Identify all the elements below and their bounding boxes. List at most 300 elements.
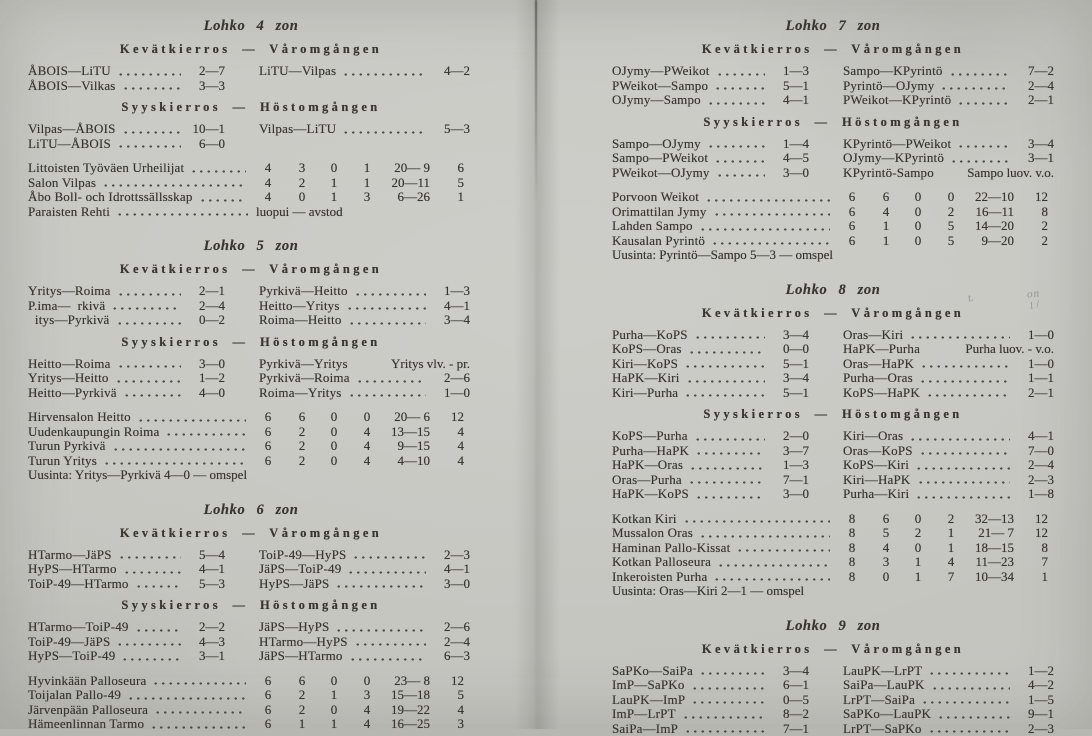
team-name: Lahden Sampo bbox=[612, 219, 693, 234]
match-row bbox=[843, 693, 1054, 708]
match-score: 9—1 bbox=[1014, 707, 1054, 722]
match-row bbox=[843, 386, 1054, 401]
match-score: 2—2 bbox=[185, 620, 225, 635]
match-row bbox=[612, 151, 809, 166]
zone-title: Lohko 7 zon bbox=[612, 18, 1054, 35]
wins: 6 bbox=[286, 410, 318, 425]
match-teams: Pyrkivä—Yritys bbox=[259, 357, 348, 372]
match-score: 4—1 bbox=[185, 562, 225, 577]
match-columns bbox=[28, 122, 474, 151]
points: 4 bbox=[430, 703, 464, 718]
match-teams: OJymy—PWeikot bbox=[612, 64, 710, 79]
dot-leader bbox=[111, 306, 181, 311]
match-score: 10—1 bbox=[185, 122, 225, 137]
standings-row bbox=[612, 512, 1048, 527]
match-columns bbox=[28, 357, 474, 401]
games-played: 4 bbox=[250, 190, 286, 205]
right-page bbox=[612, 0, 1054, 736]
match-row bbox=[28, 620, 225, 635]
match-score: 4—1 bbox=[769, 93, 809, 108]
match-teams: Vilpas—ÅBOIS bbox=[28, 122, 116, 137]
dot-leader bbox=[917, 480, 1010, 485]
games-played: 8 bbox=[834, 541, 870, 556]
match-teams: PWeikot—Sampo bbox=[612, 79, 708, 94]
match-column-left bbox=[28, 548, 225, 592]
dot-leader bbox=[695, 451, 765, 456]
page-fold-line bbox=[535, 0, 537, 200]
match-teams: SaiPa—LauPK bbox=[843, 678, 925, 693]
dot-leader bbox=[949, 72, 1010, 77]
match-columns bbox=[28, 284, 474, 328]
match-teams: ToiP-49—HyPS bbox=[259, 548, 346, 563]
losses: 2 bbox=[934, 512, 968, 527]
match-row bbox=[259, 577, 470, 592]
team-name: Toijalan Pallo-49 bbox=[28, 688, 121, 703]
match-score: 3—4 bbox=[769, 328, 809, 343]
match-score: 4—0 bbox=[185, 386, 225, 401]
match-teams: LrPT—SaiPa bbox=[843, 693, 915, 708]
match-teams: Pyrkivä—Heitto bbox=[259, 284, 348, 299]
dot-leader bbox=[915, 495, 1010, 500]
team-name: Hyvinkään Palloseura bbox=[28, 674, 146, 689]
dot-leader bbox=[152, 681, 246, 686]
match-column-right bbox=[259, 122, 470, 151]
losses: 1 bbox=[934, 526, 968, 541]
match-row bbox=[612, 64, 809, 79]
match-row bbox=[259, 64, 470, 79]
team-name: Åbo Boll- och Idrottssällsskap bbox=[28, 190, 193, 205]
points: 6 bbox=[430, 161, 464, 176]
round-heading: Syyskierros — Höstomgången bbox=[612, 407, 1054, 422]
points: 8 bbox=[1014, 541, 1048, 556]
match-row bbox=[612, 166, 809, 181]
match-score: 5—3 bbox=[185, 577, 225, 592]
left-page bbox=[28, 0, 474, 732]
points: 12 bbox=[1014, 526, 1048, 541]
match-row bbox=[843, 93, 1054, 108]
zone-title: Lohko 6 zon bbox=[28, 502, 474, 519]
match-columns bbox=[612, 664, 1054, 736]
standings-table bbox=[612, 190, 1054, 248]
match-row bbox=[28, 577, 225, 592]
standings-row bbox=[28, 176, 464, 191]
dot-leader bbox=[102, 183, 246, 188]
round-heading: Syyskierros — Höstomgången bbox=[28, 100, 474, 115]
match-columns bbox=[612, 328, 1054, 401]
draws: 0 bbox=[902, 512, 934, 527]
match-row bbox=[843, 166, 1054, 181]
wins: 3 bbox=[286, 161, 318, 176]
dot-leader bbox=[121, 657, 181, 662]
match-row bbox=[612, 328, 809, 343]
losses: 1 bbox=[934, 541, 968, 556]
match-row bbox=[259, 284, 470, 299]
goal-difference: 19—22 bbox=[384, 703, 430, 718]
match-teams: HyPS—JäPS bbox=[259, 577, 329, 592]
points: 4 bbox=[430, 454, 464, 469]
match-teams: HaPK—Kiri bbox=[612, 371, 680, 386]
standings-row bbox=[612, 570, 1048, 585]
draws: 1 bbox=[318, 190, 350, 205]
match-row bbox=[612, 693, 809, 708]
dot-leader bbox=[135, 584, 181, 589]
round-heading: Kevätkierros — Våromgången bbox=[28, 42, 474, 57]
wins: 1 bbox=[286, 717, 318, 732]
page-fold-shadow bbox=[514, 0, 560, 729]
match-column-left bbox=[28, 620, 225, 664]
dot-leader bbox=[349, 657, 426, 662]
standings-row bbox=[28, 410, 464, 425]
dot-leader bbox=[137, 418, 246, 423]
match-teams: HTarmo—JäPS bbox=[28, 548, 112, 563]
dot-leader bbox=[688, 480, 765, 485]
match-score: 3—0 bbox=[430, 577, 470, 592]
match-score: 7—2 bbox=[1014, 64, 1054, 79]
match-score: 3—0 bbox=[769, 166, 809, 181]
match-teams: Kiri—Purha bbox=[612, 386, 678, 401]
match-teams: JäPS—ToiP-49 bbox=[259, 562, 341, 577]
goal-difference: 13—15 bbox=[384, 425, 430, 440]
match-column-left bbox=[28, 284, 225, 328]
match-column-left bbox=[28, 357, 225, 401]
match-row bbox=[612, 458, 809, 473]
match-teams: KoPS—HaPK bbox=[843, 386, 920, 401]
match-row bbox=[843, 342, 1054, 357]
match-teams: LauPK—ImP bbox=[612, 693, 685, 708]
match-score: 1—3 bbox=[769, 64, 809, 79]
losses: 2 bbox=[934, 205, 968, 220]
dot-leader bbox=[940, 86, 1010, 91]
wins: 4 bbox=[870, 541, 902, 556]
match-row bbox=[28, 122, 225, 137]
match-row bbox=[612, 371, 809, 386]
match-row bbox=[259, 620, 470, 635]
team-name: Littoisten Työväen Urheilijat bbox=[28, 161, 184, 176]
match-score: 3—3 bbox=[185, 79, 225, 94]
points: 12 bbox=[1014, 512, 1048, 527]
dot-leader bbox=[682, 715, 765, 720]
dot-leader bbox=[694, 335, 765, 340]
dot-leader bbox=[705, 198, 830, 203]
match-teams: ÅBOIS—Vilkas bbox=[28, 79, 116, 94]
match-score: 1—0 bbox=[1014, 328, 1054, 343]
draws: 2 bbox=[902, 526, 934, 541]
round-heading: Kevätkierros — Våromgången bbox=[28, 262, 474, 277]
team-name: Hirvensalon Heitto bbox=[28, 410, 131, 425]
match-row bbox=[259, 386, 470, 401]
draws: 0 bbox=[318, 674, 350, 689]
match-teams: HyPS—ToiP-49 bbox=[28, 649, 115, 664]
dot-leader bbox=[122, 86, 181, 91]
standings-row bbox=[612, 190, 1048, 205]
dot-leader bbox=[919, 451, 1010, 456]
goal-difference: 22—10 bbox=[968, 190, 1014, 205]
match-columns bbox=[612, 64, 1054, 108]
standings-table bbox=[612, 512, 1054, 585]
dot-leader bbox=[707, 144, 765, 149]
match-teams: KoPS—Oras bbox=[612, 342, 682, 357]
match-column-left bbox=[612, 664, 809, 736]
match-teams: Purha—HaPK bbox=[612, 444, 689, 459]
dot-leader bbox=[118, 555, 181, 560]
draws: 0 bbox=[318, 454, 350, 469]
games-played: 4 bbox=[250, 161, 286, 176]
match-score: 2—6 bbox=[430, 620, 470, 635]
dot-leader bbox=[335, 628, 426, 633]
draws: 1 bbox=[902, 570, 934, 585]
zone-title: Lohko 8 zon bbox=[612, 282, 1054, 299]
dot-leader bbox=[689, 466, 765, 471]
wins: 0 bbox=[286, 190, 318, 205]
match-teams: ÅBOIS—LiTU bbox=[28, 64, 111, 79]
games-played: 8 bbox=[834, 555, 870, 570]
dot-leader bbox=[356, 379, 426, 384]
team-name: Uudenkaupungin Roima bbox=[28, 425, 159, 440]
dot-leader bbox=[199, 198, 246, 203]
dot-leader bbox=[950, 159, 1010, 164]
dot-leader bbox=[931, 686, 1010, 691]
match-column-right bbox=[843, 664, 1054, 736]
dot-leader bbox=[714, 86, 765, 91]
dot-leader bbox=[123, 393, 181, 398]
match-score: 4—3 bbox=[185, 635, 225, 650]
standings-row bbox=[28, 688, 464, 703]
pencil-mark: t. bbox=[967, 292, 975, 305]
points: 7 bbox=[1014, 555, 1048, 570]
draws: 1 bbox=[902, 555, 934, 570]
match-score: 2—4 bbox=[185, 299, 225, 314]
match-teams: HyPS—HTarmo bbox=[28, 562, 117, 577]
match-teams: KoPS—Kiri bbox=[843, 458, 909, 473]
draws: 1 bbox=[318, 176, 350, 191]
match-row bbox=[612, 473, 809, 488]
dot-leader bbox=[348, 393, 426, 398]
dot-leader bbox=[684, 729, 765, 734]
wins: 3 bbox=[870, 555, 902, 570]
goal-difference: 20— 9 bbox=[384, 161, 430, 176]
round-heading: Kevätkierros — Våromgången bbox=[612, 642, 1054, 657]
match-teams: LauPK—LrPT bbox=[843, 664, 922, 679]
withdrawn-note: luopui — avstod bbox=[252, 205, 464, 220]
draws: 0 bbox=[902, 219, 934, 234]
match-columns bbox=[28, 64, 474, 93]
match-score: 4—1 bbox=[1014, 429, 1054, 444]
wins: 2 bbox=[286, 439, 318, 454]
standings-row bbox=[28, 425, 464, 440]
match-score: 5—1 bbox=[769, 386, 809, 401]
games-played: 8 bbox=[834, 512, 870, 527]
match-teams: Heitto—Yritys bbox=[259, 299, 340, 314]
match-teams: Sampo—KPyrintö bbox=[843, 64, 943, 79]
standings-row bbox=[612, 234, 1048, 249]
match-row bbox=[843, 371, 1054, 386]
goal-difference: 16—11 bbox=[968, 205, 1014, 220]
match-teams: LrPT—SaPKo bbox=[843, 722, 922, 736]
dot-leader bbox=[921, 700, 1010, 705]
match-teams: Sampo—PWeikot bbox=[612, 151, 708, 166]
games-played: 4 bbox=[250, 176, 286, 191]
dot-leader bbox=[926, 393, 1010, 398]
wins: 1 bbox=[870, 234, 902, 249]
match-teams: ToiP-49—JäPS bbox=[28, 635, 110, 650]
wins: 1 bbox=[870, 219, 902, 234]
match-score: 1—8 bbox=[1014, 487, 1054, 502]
match-score: 3—1 bbox=[185, 649, 225, 664]
match-score: 4—1 bbox=[430, 562, 470, 577]
match-row bbox=[612, 487, 809, 502]
match-column-right bbox=[843, 328, 1054, 401]
match-teams: Pyrintö—OJymy bbox=[843, 79, 934, 94]
match-score: 2—4 bbox=[1014, 79, 1054, 94]
round-heading: Syyskierros — Höstomgången bbox=[612, 115, 1054, 130]
pencil-mark: 1 / bbox=[1028, 299, 1041, 312]
match-row bbox=[28, 548, 225, 563]
team-name: Turun Yritys bbox=[28, 454, 97, 469]
replay-note: Uusinta: Oras—Kiri 2—1 — omspel bbox=[612, 584, 1054, 599]
match-row bbox=[612, 707, 809, 722]
match-row bbox=[28, 357, 225, 372]
match-row bbox=[612, 79, 809, 94]
standings-row bbox=[28, 439, 464, 454]
goal-difference: 18—15 bbox=[968, 541, 1014, 556]
match-row bbox=[612, 137, 809, 152]
match-score: 6—1 bbox=[769, 678, 809, 693]
goal-difference: 14—20 bbox=[968, 219, 1014, 234]
match-row bbox=[259, 649, 470, 664]
match-column-right bbox=[259, 620, 470, 664]
wins: 2 bbox=[286, 688, 318, 703]
match-score: 2—4 bbox=[430, 635, 470, 650]
losses: 4 bbox=[350, 703, 384, 718]
match-score: 2—6 bbox=[430, 371, 470, 386]
team-name: Haminan Pallo-Kissat bbox=[612, 541, 730, 556]
match-score: 3—1 bbox=[1014, 151, 1054, 166]
pencil-mark: on bbox=[1026, 287, 1040, 300]
goal-difference: 11—23 bbox=[968, 555, 1014, 570]
draws: 1 bbox=[318, 717, 350, 732]
match-teams: Heitto—Pyrkivä bbox=[28, 386, 117, 401]
team-name: Hämeenlinnan Tarmo bbox=[28, 717, 144, 732]
wins: 2 bbox=[286, 425, 318, 440]
wins: 2 bbox=[286, 703, 318, 718]
dot-leader bbox=[116, 212, 248, 217]
match-row bbox=[612, 342, 809, 357]
games-played: 6 bbox=[250, 717, 286, 732]
match-teams: Kiri—Oras bbox=[843, 429, 903, 444]
match-score: 6—3 bbox=[430, 649, 470, 664]
match-teams: Kiri—KoPS bbox=[612, 357, 678, 372]
wins: 4 bbox=[870, 205, 902, 220]
match-teams: JäPS—HyPS bbox=[259, 620, 329, 635]
goal-difference: 21— 7 bbox=[968, 526, 1014, 541]
dot-leader bbox=[354, 292, 426, 297]
dot-leader bbox=[713, 212, 830, 217]
match-row bbox=[259, 313, 470, 328]
dot-leader bbox=[342, 72, 426, 77]
match-columns bbox=[612, 429, 1054, 502]
dot-leader bbox=[348, 321, 426, 326]
games-played: 6 bbox=[250, 703, 286, 718]
match-score: 2—1 bbox=[185, 284, 225, 299]
dot-leader bbox=[699, 671, 765, 676]
match-row bbox=[28, 79, 225, 94]
losses: 0 bbox=[350, 410, 384, 425]
games-played: 6 bbox=[834, 219, 870, 234]
team-name: Kotkan Kiri bbox=[612, 512, 677, 527]
dot-leader bbox=[116, 642, 181, 647]
match-score: 1—1 bbox=[1014, 371, 1054, 386]
match-teams: Sampo—OJymy bbox=[612, 137, 701, 152]
wins: 2 bbox=[286, 454, 318, 469]
match-teams: P.ima— rkivä bbox=[28, 299, 105, 314]
dot-leader bbox=[928, 671, 1010, 676]
losses: 4 bbox=[934, 555, 968, 570]
match-row bbox=[28, 371, 225, 386]
standings-row bbox=[612, 526, 1048, 541]
zone-section bbox=[612, 18, 1054, 263]
team-name: Paraisten Rehti bbox=[28, 205, 110, 220]
match-teams: itys—Pyrkivä bbox=[28, 313, 110, 328]
round-heading: Kevätkierros — Våromgången bbox=[612, 306, 1054, 321]
dot-leader bbox=[736, 548, 830, 553]
games-played: 6 bbox=[250, 454, 286, 469]
match-teams: Vilpas—LiTU bbox=[259, 122, 336, 137]
match-teams: KoPS—Purha bbox=[612, 429, 688, 444]
match-teams: KPyrintö—PWeikot bbox=[843, 137, 951, 152]
dot-leader bbox=[716, 173, 765, 178]
match-row bbox=[843, 429, 1054, 444]
dot-leader bbox=[117, 364, 181, 369]
dot-leader bbox=[915, 466, 1010, 471]
match-row bbox=[28, 386, 225, 401]
dot-leader bbox=[112, 447, 246, 452]
points: 2 bbox=[1014, 219, 1048, 234]
standings-row bbox=[28, 454, 464, 469]
match-row bbox=[259, 357, 470, 372]
match-teams: Purha—Oras bbox=[843, 371, 913, 386]
match-score: 1—3 bbox=[769, 458, 809, 473]
match-row bbox=[843, 444, 1054, 459]
standings-row bbox=[28, 205, 464, 220]
dot-leader bbox=[684, 364, 765, 369]
match-column-left bbox=[28, 64, 225, 93]
match-column-right bbox=[259, 357, 470, 401]
wins: 5 bbox=[870, 526, 902, 541]
dot-leader bbox=[688, 350, 765, 355]
match-score: 0—2 bbox=[185, 313, 225, 328]
draws: 1 bbox=[318, 688, 350, 703]
match-score: 3—4 bbox=[1014, 137, 1054, 152]
match-score: 8—2 bbox=[769, 707, 809, 722]
replay-note: Uusinta: Pyrintö—Sampo 5—3 — omspel bbox=[612, 248, 1054, 263]
standings-row bbox=[612, 219, 1048, 234]
standings-row bbox=[612, 541, 1048, 556]
losses: 4 bbox=[350, 717, 384, 732]
match-column-right bbox=[259, 284, 470, 328]
dot-leader bbox=[713, 577, 830, 582]
match-score: 2—3 bbox=[430, 548, 470, 563]
team-name: Orimattilan Jymy bbox=[612, 205, 707, 220]
points: 12 bbox=[1014, 190, 1048, 205]
wins: 6 bbox=[870, 512, 902, 527]
match-row bbox=[843, 137, 1054, 152]
match-teams: Roima—Yritys bbox=[259, 386, 342, 401]
games-played: 6 bbox=[250, 425, 286, 440]
dot-leader bbox=[909, 437, 1010, 442]
team-name: Kotkan Palloseura bbox=[612, 555, 711, 570]
match-row bbox=[28, 137, 225, 152]
match-row bbox=[612, 429, 809, 444]
